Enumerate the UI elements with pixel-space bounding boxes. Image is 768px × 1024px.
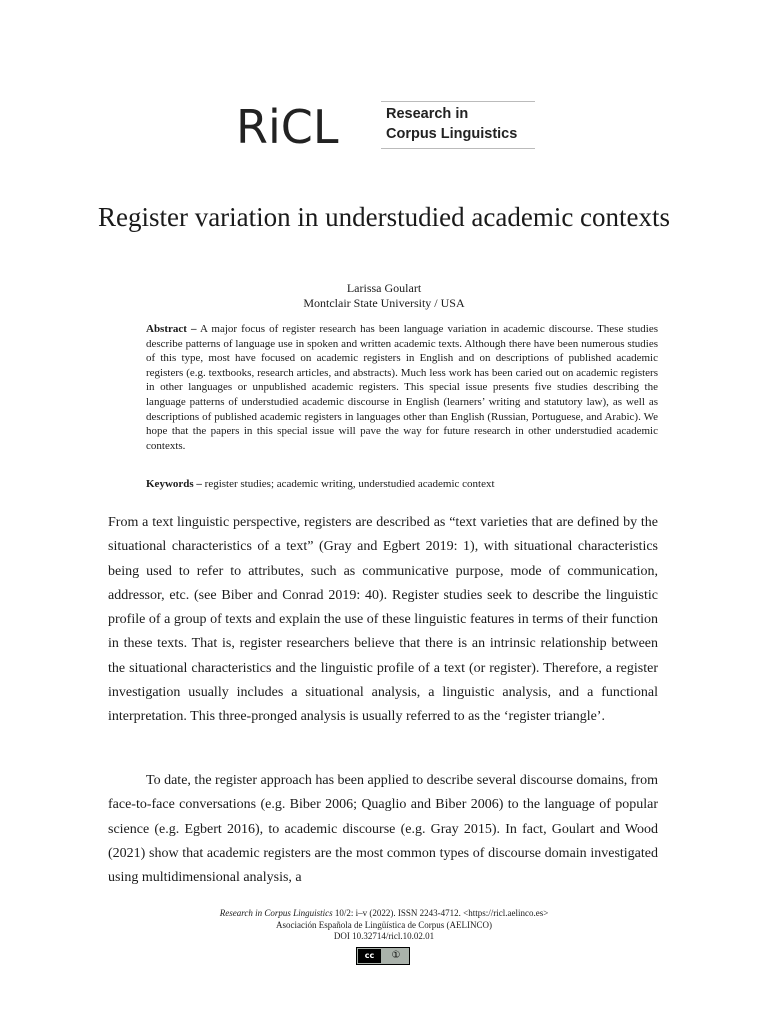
author-affiliation: Montclair State University / USA <box>303 296 465 310</box>
logo-line-1: Research in <box>386 106 469 122</box>
keywords-label: Keywords – <box>146 478 202 490</box>
creative-commons-by-icon <box>356 947 410 965</box>
abstract-label: Abstract – <box>146 323 197 335</box>
footer-citation: 10/2: i–v (2022). ISSN 2243-4712. <https://ricl.aelinco.es> <box>332 908 549 918</box>
keywords-text: register studies; academic writing, understudied academic context <box>204 478 495 490</box>
logo-line-2: Corpus Linguistics <box>386 126 518 142</box>
cc-icon-right: ① <box>391 950 401 961</box>
body-paragraph-1: From a text linguistic perspective, registers are described as “text varieties that are defined by the situational characteristics of a text” (Gray and Egbert 2019: 1), with situational characteristics being used to refer to attributes, such as communicative purpose, mode of communication, addressor, etc. (see Biber and Conrad 2019: 40). Register studies seek to describe the linguistic profile of a group of texts and explain the use of these linguistic features in terms of their function in these texts. That is, register researchers believe that there is an intrinsic relationship between the situational characteristics and the linguistic profile of a text (or register). Therefore, a register investigation usually includes a situational analysis, a linguistic analysis, and a functional interpretation. This three-pronged analysis is usually referred to as the ‘register triangle’. <box>108 515 658 725</box>
logo-divider-top <box>381 101 535 102</box>
footer-journal-name: Research in Corpus Linguistics <box>219 908 333 918</box>
cc-icon-left: cc <box>358 949 381 963</box>
abstract-text: A major focus of register research has been language variation in academic discourse. These studies describe patterns of language use in spoken and written academic texts. Although there have been numerous studies of this type, most have focused on academic registers in English and on descriptions of published academic registers (e.g. textbooks, research articles, and abstracts). Much less work has been caried out on academic registers in other languages or unpublished academic registers. This special issue presents five studies describing the language patterns of understudied academic discourse in English (learners’ writing and statutory law), as well as descriptions of published academic registers in languages other than English (Russian, Portuguese, and Arabic). We hope that the papers in this special issue will pave the way for future research in other understudied academic contexts. <box>146 323 658 452</box>
footer-doi: DOI 10.32714/ricl.10.02.01 <box>333 931 435 941</box>
ricl-logo-mark: RiCL <box>236 100 339 154</box>
logo-divider-bottom <box>381 148 535 149</box>
journal-logo <box>232 98 536 156</box>
logo-text <box>386 104 517 144</box>
footer-association: Asociación Española de Lingüística de Corpus (AELINCO) <box>276 919 492 930</box>
author-name: Larissa Goulart <box>346 281 422 295</box>
body-paragraph-2: To date, the register approach has been applied to describe several discourse domains, from face-to-face conversations (e.g. Biber 2006; Quaglio and Biber 2006) to the language of popular science (e.g. Egbert 2016), to academic discourse (e.g. Gray 2015). In fact, Goulart and Wood (2021) show that academic registers are the most common types of discourse domain investigated using multidimensional analysis, a <box>108 773 658 886</box>
keywords <box>146 477 658 491</box>
author-block <box>80 281 688 311</box>
footer-citation-line <box>80 908 688 920</box>
paper-title: Register variation in understudied academic contexts <box>97 202 671 232</box>
abstract <box>146 322 658 453</box>
page-footer <box>80 908 688 943</box>
